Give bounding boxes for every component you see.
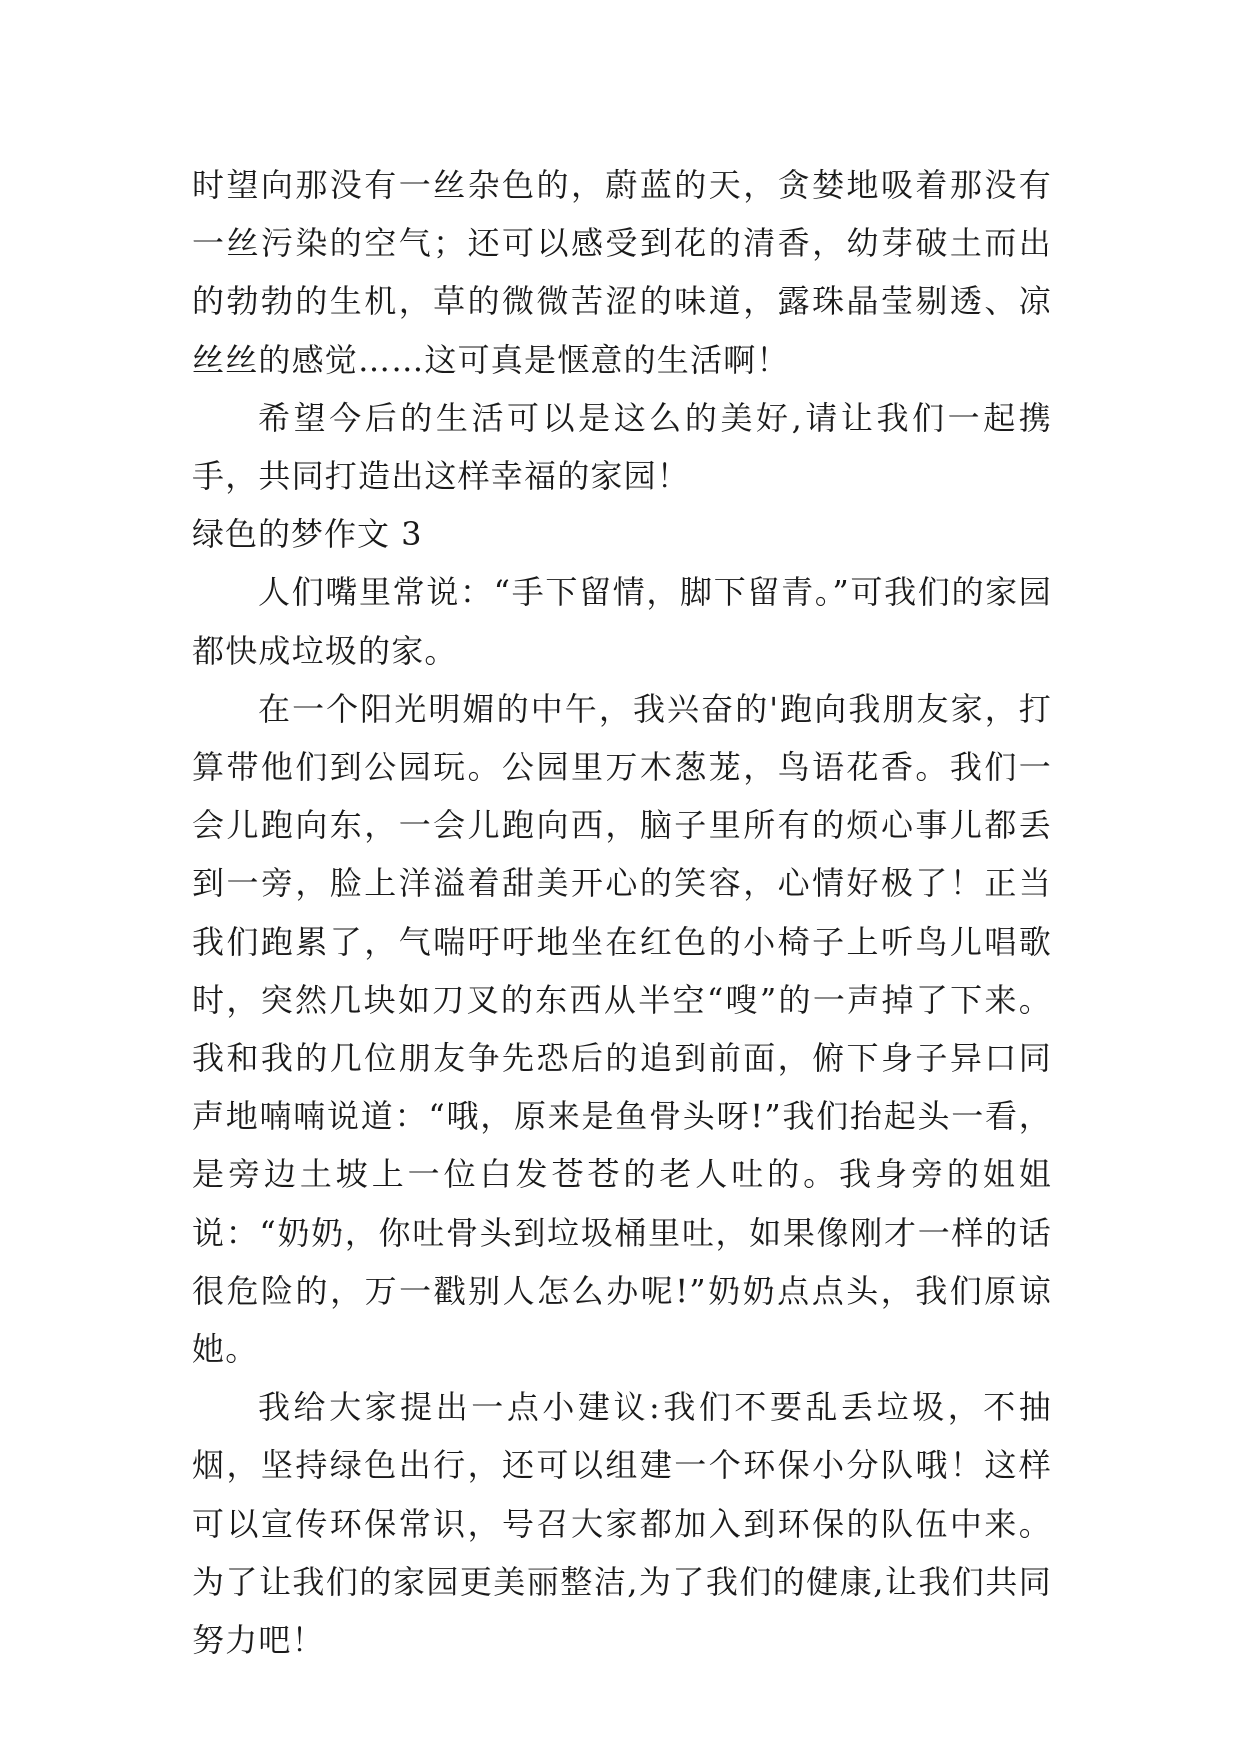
paragraph-saying: 人们嘴里常说：“手下留情，脚下留青。”可我们的家园都快成垃圾的家。	[192, 573, 1052, 670]
paragraph-story: 在一个阳光明媚的中午，我兴奋的'跑向我朋友家，打算带他们到公园玩。公园里万木葱茏，鸟语花香。我们一会儿跑向东，一会儿跑向西，脑子里所有的烦心事儿都丢到一旁，脸上洋溢着甜美开心的笑容，心情好极了！正当我们跑累了，气喘吁吁地坐在红色的小椅子上听鸟儿唱歌时，突然几块如刀叉的东西从半空“嗖”的一声掉了下来。我和我的几位朋友争先恐后的追到前面，俯下身子异口同声地喃喃说道：“哦，原来是鱼骨头呀!”我们抬起头一看，是旁边土坡上一位白发苍苍的老人吐的。我身旁的姐姐说：“奶奶，你吐骨头到垃圾桶里吐，如果像刚才一样的话很危险的，万一戳别人怎么办呢!”奶奶点点头，我们原谅她。	[192, 689, 1052, 1369]
section-heading: 绿色的梦作文 3	[192, 515, 423, 554]
paragraph-suggestion: 我给大家提出一点小建议:我们不要乱丢垃圾，不抽烟，坚持绿色出行，还可以组建一个环保小分队哦！这样可以宣传环保常识，号召大家都加入到环保的队伍中来。为了让我们的家园更美丽整洁,为了我们的健康,让我们共同努力吧！	[192, 1388, 1052, 1660]
paragraph-continued: 时望向那没有一丝杂色的，蔚蓝的天，贪婪地吸着那没有一丝污染的空气；还可以感受到花的清香，幼芽破土而出的勃勃的生机，草的微微苦涩的味道，露珠晶莹剔透、凉丝丝的感觉……这可真是惬意的生活啊！	[192, 166, 1052, 379]
paragraph-hope: 希望今后的生活可以是这么的美好,请让我们一起携手，共同打造出这样幸福的家园！	[192, 398, 1052, 496]
document-body	[192, 156, 1052, 1669]
